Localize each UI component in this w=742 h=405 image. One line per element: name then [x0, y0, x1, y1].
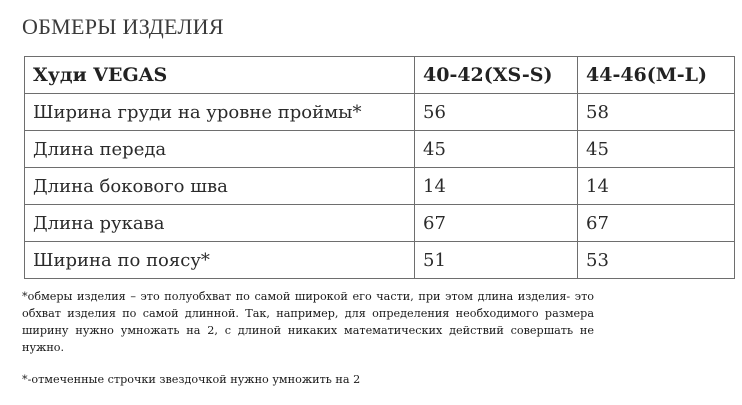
- table-row: [25, 168, 735, 205]
- row-label: Ширина по поясу*: [25, 242, 415, 279]
- row-value-size1: 67: [415, 205, 578, 242]
- row-value-size2: 53: [578, 242, 735, 279]
- header-product: Худи VEGAS: [25, 57, 415, 94]
- row-value-size2: 67: [578, 205, 735, 242]
- row-value-size1: 14: [415, 168, 578, 205]
- row-label: Длина переда: [25, 131, 415, 168]
- row-label: Длина бокового шва: [25, 168, 415, 205]
- measurements-table: [24, 56, 735, 279]
- row-value-size1: 51: [415, 242, 578, 279]
- row-value-size1: 45: [415, 131, 578, 168]
- row-value-size2: 45: [578, 131, 735, 168]
- table-row: [25, 205, 735, 242]
- row-value-size1: 56: [415, 94, 578, 131]
- row-label: Ширина груди на уровне проймы*: [25, 94, 415, 131]
- page-title: ОБМЕРЫ ИЗДЕЛИЯ: [22, 14, 224, 39]
- table-row: [25, 242, 735, 279]
- table-row: [25, 94, 735, 131]
- table-header-row: [25, 57, 735, 94]
- table-row: [25, 131, 735, 168]
- row-label: Длина рукава: [25, 205, 415, 242]
- row-value-size2: 58: [578, 94, 735, 131]
- header-size-m-l: 44-46(M-L): [578, 57, 735, 94]
- header-size-xs-s: 40-42(XS-S): [415, 57, 578, 94]
- row-value-size2: 14: [578, 168, 735, 205]
- footnote-asterisk: *-отмеченные строчки звездочкой нужно умножить на 2: [22, 373, 361, 386]
- footnote-measurement-explanation: *обмеры изделия – это полуобхват по самой широкой его части, при этом длина изделия- это обхват изделия по самой длинной. Так, например, для определения необходимого размера ширину нужно умножать на 2, с длиной никаких математических действий совершать не нужно.: [22, 290, 594, 354]
